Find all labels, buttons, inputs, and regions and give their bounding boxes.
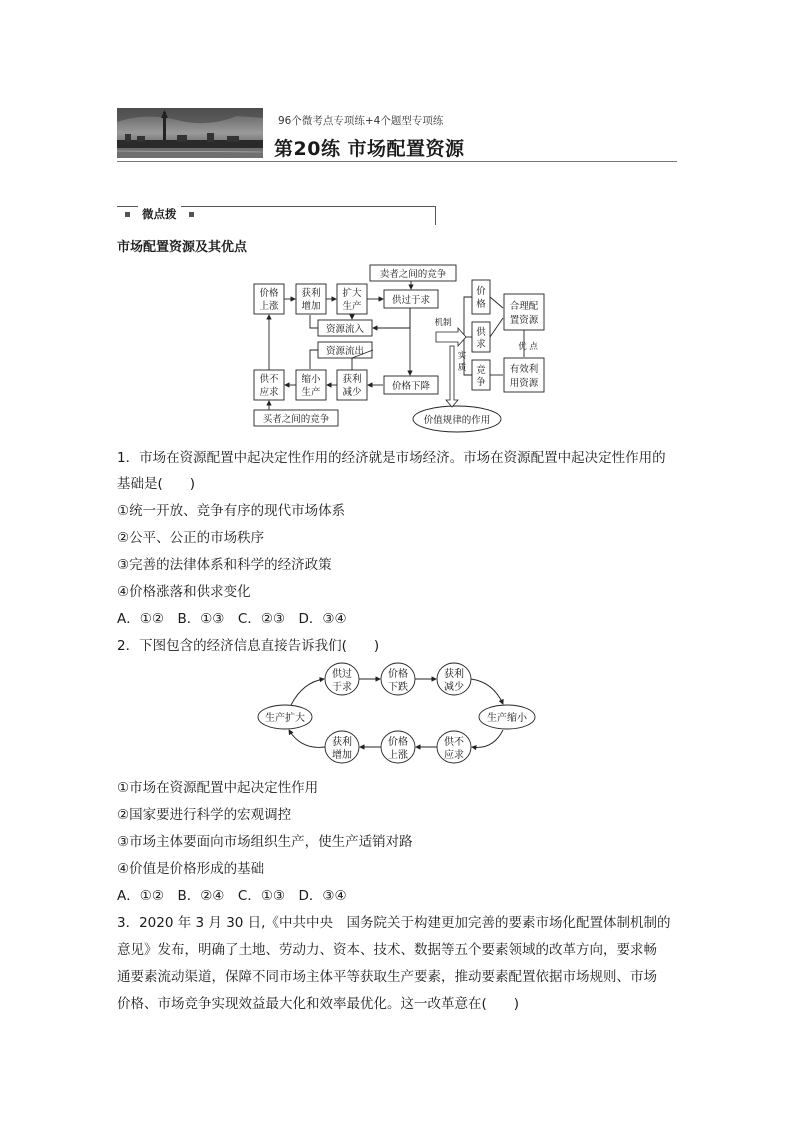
- tip-marker-left: [125, 212, 130, 217]
- diagram-shape: [125, 134, 131, 142]
- diagram-label: 优 点: [518, 342, 538, 352]
- diagram-label: 获利: [332, 737, 352, 748]
- q1-stem-line1: 1．市场在资源配置中起决定性作用的经济就是市场经济。市场在资源配置中起决定性作用的: [117, 450, 666, 466]
- diagram-label: 增加: [332, 750, 352, 761]
- diagram-label: 上涨: [259, 301, 279, 312]
- diagram-label: 质: [457, 363, 467, 373]
- diagram-label: 生产: [342, 301, 362, 312]
- diagram-label: 买者之间的竞争: [262, 414, 330, 425]
- diagram-shape: [227, 136, 239, 142]
- q2-stem: 2．下图包含的经济信息直接告诉我们( ): [117, 638, 380, 654]
- diagram-label: 价值规律的作用: [423, 415, 491, 426]
- diagram-label: 下跌: [388, 682, 408, 693]
- diagram-label: 供不: [444, 737, 464, 748]
- diagram-label: 供过于求: [391, 295, 431, 306]
- diagram-label: 于求: [332, 682, 352, 693]
- tip-marker-right: [189, 212, 194, 217]
- diagram-label: 增加: [301, 301, 321, 312]
- diagram-label: 价格: [388, 669, 408, 680]
- diagram-label: 价: [476, 286, 486, 297]
- diagram-label: 价格下降: [391, 381, 431, 392]
- diagram-label: 上涨: [388, 750, 408, 761]
- q1-option-1: ①统一开放、竞争有序的现代市场体系: [117, 503, 346, 519]
- production-cycle-diagram: [255, 660, 540, 766]
- q2-choices: A．①② B．②④ C．①③ D．③④: [117, 888, 347, 904]
- diagram-label: 获利: [342, 374, 362, 385]
- diagram-label: 资源流入: [325, 324, 365, 335]
- market-allocation-diagram: [250, 262, 550, 434]
- q1-option-3: ③完善的法律体系和科学的经济政策: [117, 557, 332, 573]
- diagram-label: 用资源: [509, 378, 539, 389]
- section-title: 市场配置资源及其优点: [117, 240, 248, 255]
- diagram-label: 生产扩大: [265, 713, 305, 724]
- diagram-shape: [137, 136, 145, 142]
- diagram-label: 缩小: [301, 374, 321, 385]
- title-divider: [117, 161, 677, 162]
- diagram-label: 应求: [444, 750, 464, 761]
- diagram-label: 合理配: [509, 301, 539, 312]
- diagram-label: 机制: [434, 318, 452, 328]
- tip-label: 微点拨: [138, 206, 181, 222]
- diagram-label: 争: [476, 377, 486, 388]
- diagram-shape: [207, 133, 214, 142]
- diagram-label: 供不: [259, 374, 279, 385]
- q3-line-2: 意见》发布，明确了土地、劳动力、资本、技术、数据等五个要素领域的改革方向，要求畅: [117, 942, 657, 958]
- diagram-label: 实: [457, 351, 467, 361]
- q2-option-3: ③市场主体要面向市场组织生产，使生产适销对路: [117, 834, 413, 850]
- diagram-label: 获利: [301, 288, 321, 299]
- q2-option-2: ②国家要进行科学的宏观调控: [117, 807, 292, 823]
- diagram-label: 价格: [388, 737, 408, 748]
- diagram-label: 生产缩小: [487, 713, 527, 724]
- q2-option-1: ①市场在资源配置中起决定性作用: [117, 780, 319, 796]
- diagram-label: 求: [476, 339, 486, 350]
- seller-competition-text: 卖者之间的竞争: [379, 269, 447, 280]
- diagram-label: 格: [476, 299, 486, 310]
- diagram-label: 置资源: [509, 315, 539, 326]
- diagram-label: 有效利: [509, 364, 539, 375]
- essence-arrow: [446, 346, 458, 407]
- q3-line-3: 通要素流动渠道，保障不同市场主体平等获取生产要素，推动要素配置依据市场规则、市场: [117, 969, 657, 985]
- diagram-label: 价格: [259, 288, 279, 299]
- diagram-label: 竞: [476, 365, 486, 376]
- diagram-label: 供过: [332, 669, 352, 680]
- diagram-label: 扩大: [342, 288, 362, 299]
- q3-line-4: 价格、市场竞争实现效益最大化和效率最优化。这一改革意在( ): [117, 996, 520, 1012]
- mechanism-arrow: [436, 328, 466, 346]
- diagram-label: 供: [476, 327, 486, 338]
- q1-choices: A．①② B．①③ C．②③ D．③④: [117, 611, 347, 627]
- diagram-label: 应求: [259, 387, 279, 398]
- series-label: 96个微考点专项练+4个题型专项练: [278, 115, 444, 127]
- diagram-label: 生产: [301, 387, 321, 398]
- q2-option-4: ④价值是价格形成的基础: [117, 861, 265, 877]
- page-title: 第20练 市场配置资源: [274, 138, 465, 160]
- diagram-label: 获利: [444, 669, 464, 680]
- q1-option-2: ②公平、公正的市场秩序: [117, 530, 265, 546]
- diagram-shape: [117, 148, 263, 158]
- q1-option-4: ④价格涨落和供求变化: [117, 584, 251, 600]
- diagram-label: 减少: [342, 387, 362, 398]
- q1-stem-line2: 基础是( ): [117, 476, 196, 492]
- diagram-label: 资源流出: [325, 346, 365, 357]
- diagram-label: 减少: [444, 682, 464, 693]
- header-banner-image: [117, 108, 263, 158]
- q3-line-1: 3．2020 年 3 月 30 日,《中共中央 国务院关于构建更加完善的要素市场化配置体制机制的: [117, 915, 671, 931]
- diagram-shape: [177, 135, 187, 142]
